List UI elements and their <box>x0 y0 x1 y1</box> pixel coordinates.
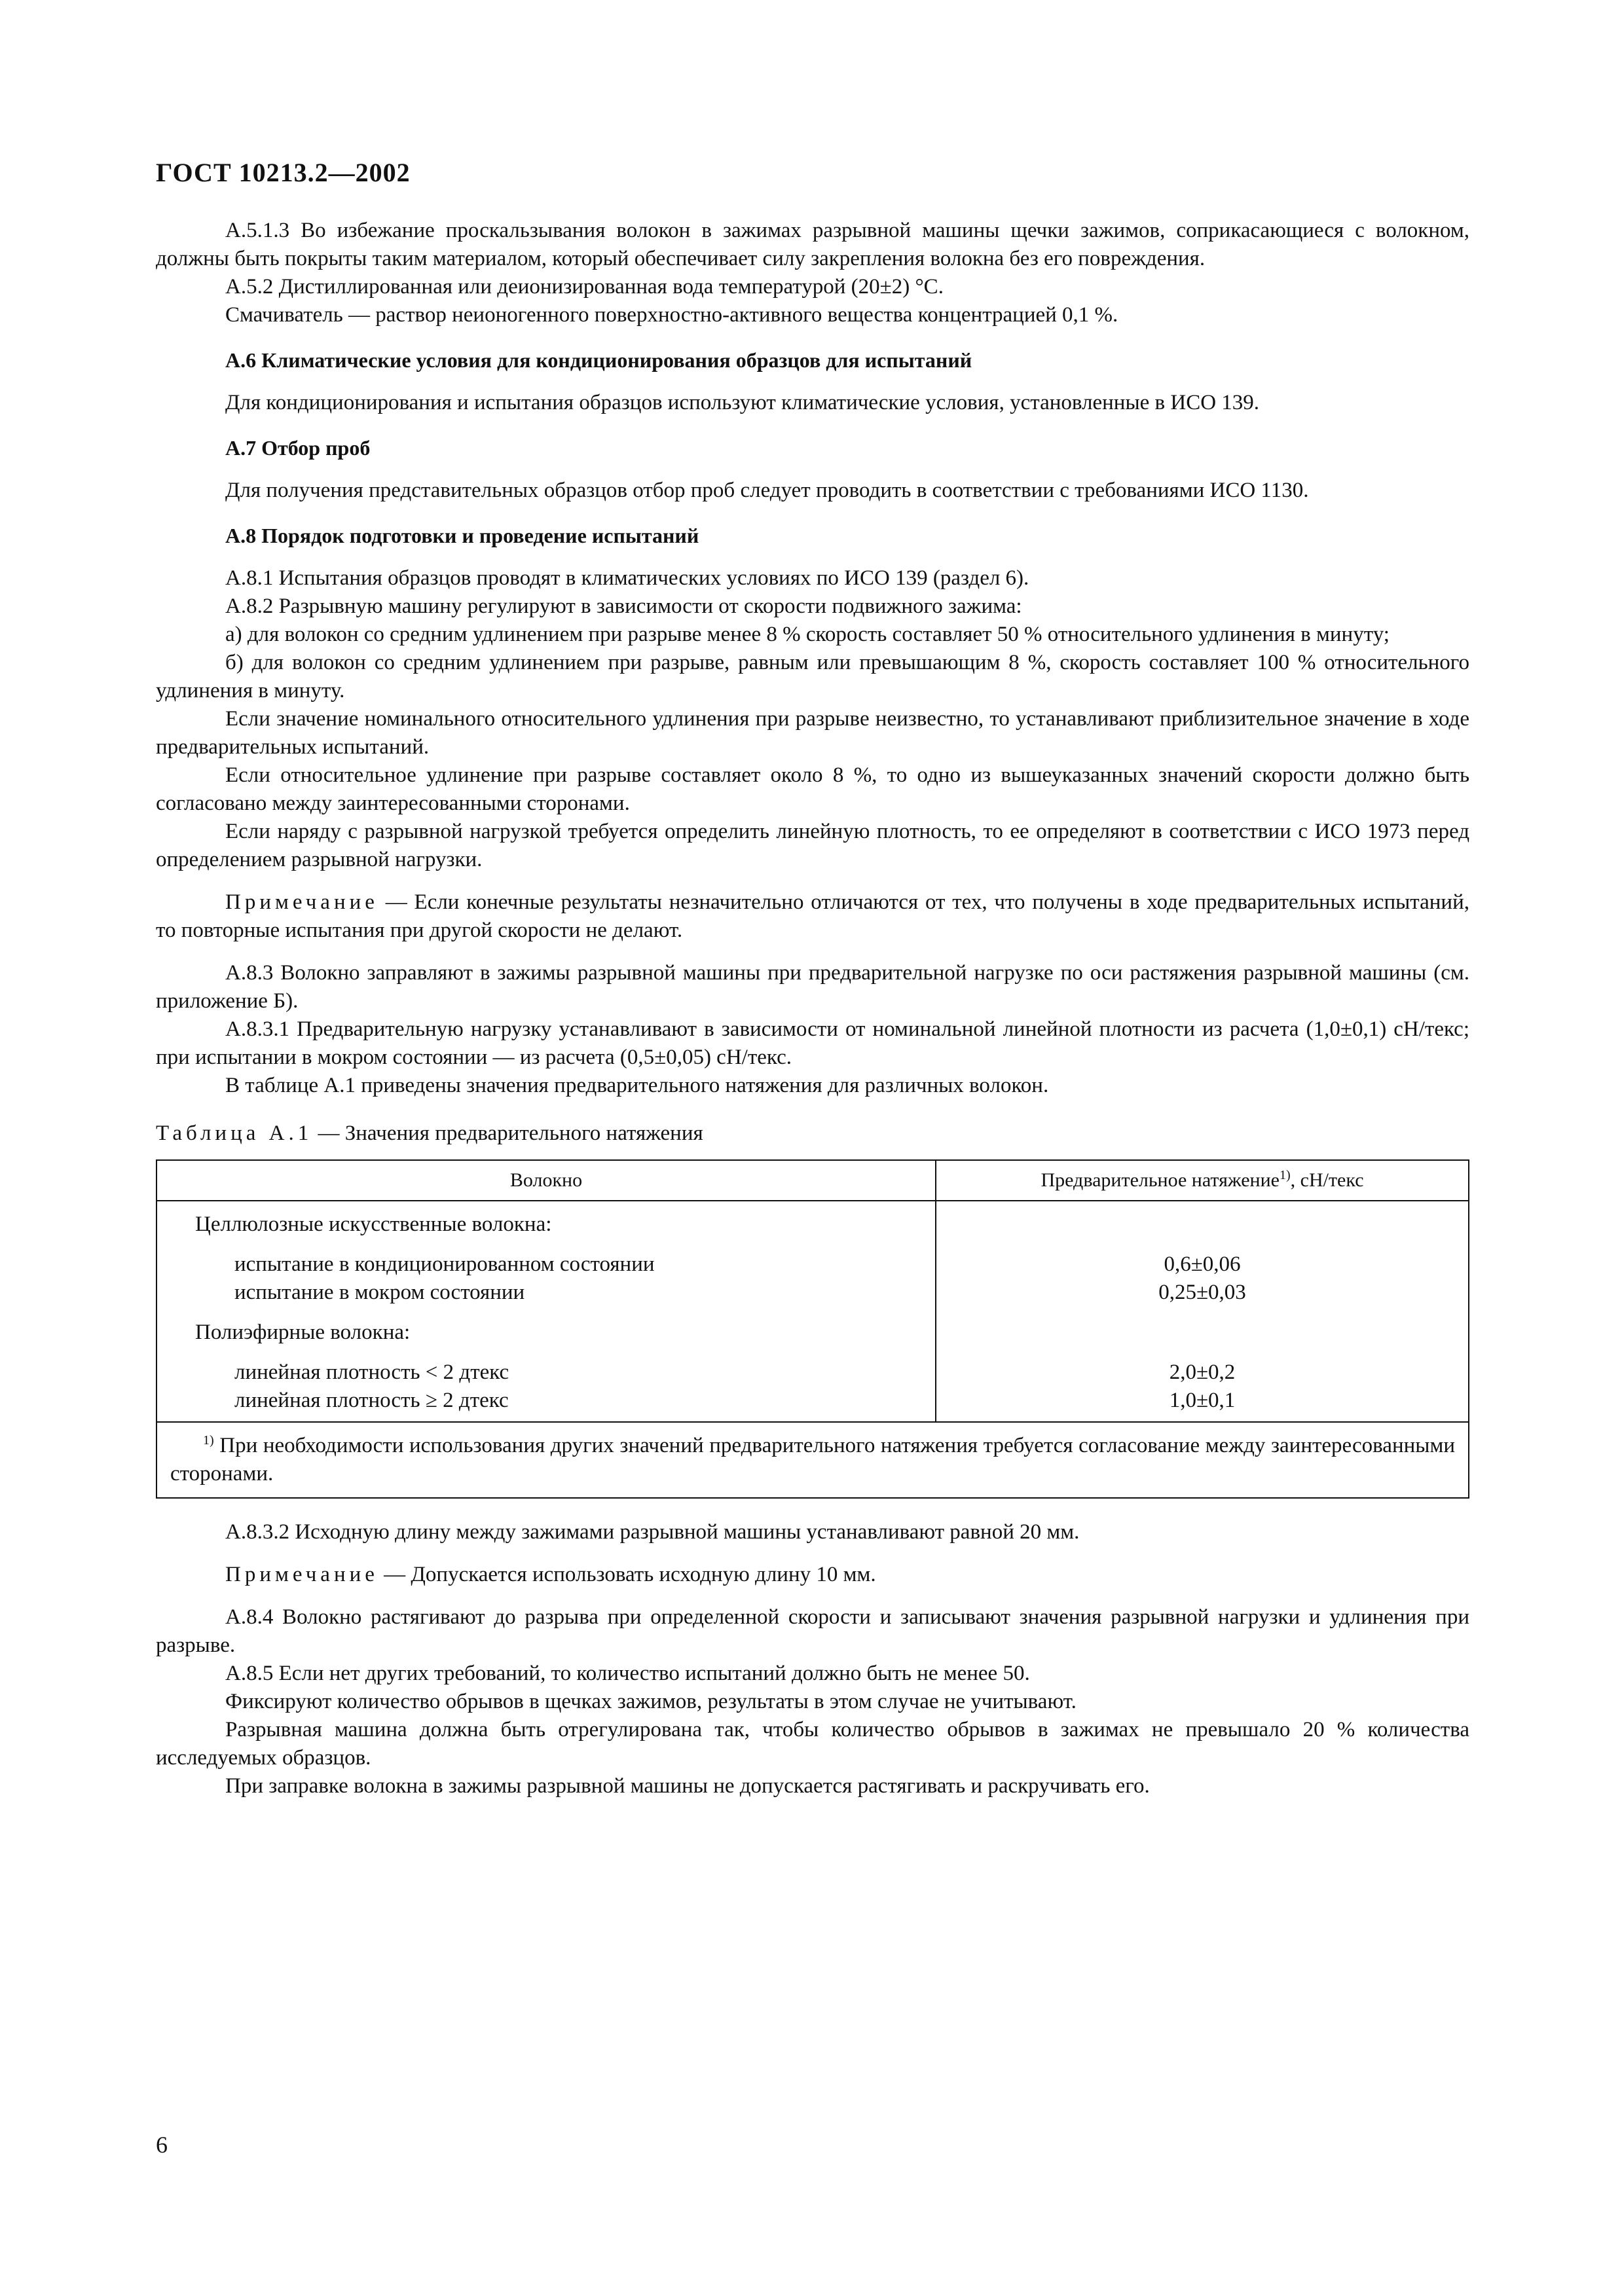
group-title: Целлюлозные искусственные волокна: <box>195 1212 552 1236</box>
note-1 <box>156 888 1469 945</box>
paragraph-a82: А.8.2 Разрывную машину регулируют в зависимости от скорости подвижного зажима: <box>225 594 1022 618</box>
paragraph-a82-a: а) для волокон со средним удлинением при разрыве менее 8 % скорость составляет 50 % относительного удлинения в минуту; <box>225 623 1390 646</box>
paragraph-a831: А.8.3.1 Предварительную нагрузку устанавливают в зависимости от номинальной линейной плотности из расчета (1,0±0,1) сН/текс; при испытании в мокром состоянии — из расчета (0,5±0,05) сН/текс. <box>156 1017 1469 1069</box>
table-row-value: 1,0±0,1 <box>1169 1389 1236 1412</box>
paragraph-a52: А.5.2 Дистиллированная или деионизированная вода температурой (20±2) °С. <box>225 275 944 299</box>
table-caption <box>156 1120 1469 1148</box>
section-a8-title: А.8 Порядок подготовки и проведение испытаний <box>225 524 699 547</box>
group-cellulose <box>195 1211 922 1307</box>
paragraph-machine-adjust: Разрывная машина должна быть отрегулирована так, чтобы количество обрывов в зажимах не превышало 20 % количества исследуемых образцов. <box>156 1718 1469 1770</box>
paragraph-unknown-elongation: Если значение номинального относительного удлинения при разрыве неизвестно, то устанавливают приблизительное значение в ходе предварительных испытаний. <box>156 707 1469 759</box>
paragraph-a81: А.8.1 Испытания образцов проводят в климатических условиях по ИСО 139 (раздел 6). <box>225 566 1029 590</box>
table-row-value: 0,6±0,06 <box>1164 1252 1241 1276</box>
section-a7-title: А.7 Отбор проб <box>225 436 371 460</box>
paragraph-breaks: Фиксируют количество обрывов в щечках зажимов, результаты в этом случае не учитывают. <box>225 1690 1077 1713</box>
note-2-text: — Допускается использовать исходную длину 10 мм. <box>378 1563 876 1586</box>
document-page <box>156 157 1469 1800</box>
paragraph-a513: А.5.1.3 Во избежание проскальзывания волокон в зажимах разрывной машины щечки зажимов, соприкасающиеся с волокном, должны быть покрыты таким материалом, который обеспечивает силу закрепления волокна без его повреждения. <box>156 219 1469 270</box>
paragraph-about-8-percent: Если относительное удлинение при разрыве составляет около 8 %, то одно из вышеуказанных значений скорости должно быть согласовано между заинтересованными сторонами. <box>156 763 1469 815</box>
group-polyester-values <box>949 1319 1455 1415</box>
table-header-fiber: Волокно <box>157 1160 936 1201</box>
table-row-label: испытание в мокром состоянии <box>234 1281 525 1304</box>
table-row-label: линейная плотность ≥ 2 дтекс <box>234 1389 509 1412</box>
paragraph-threading: При заправке волокна в зажимы разрывной машины не допускается растягивать и раскручивать его. <box>225 1774 1150 1798</box>
table-header-unit: , сН/текс <box>1290 1169 1364 1191</box>
table-row-label: испытание в кондиционированном состоянии <box>234 1252 655 1276</box>
table-fiber-column <box>157 1201 936 1422</box>
group-title: Полиэфирные волокна: <box>195 1321 411 1344</box>
note-2-label: Примечание <box>225 1563 378 1586</box>
table-row-value: 2,0±0,2 <box>1169 1360 1236 1384</box>
pretension-table <box>156 1159 1469 1499</box>
table-caption-text: — Значения предварительного натяжения <box>312 1121 703 1145</box>
page-number: 6 <box>156 2132 168 2158</box>
spacer <box>949 1319 1455 1358</box>
note-2 <box>156 1561 1469 1589</box>
paragraph-linear-density: Если наряду с разрывной нагрузкой требуется определить линейную плотность, то ее определяют в соответствии с ИСО 1973 перед определением разрывной нагрузки. <box>156 820 1469 871</box>
paragraph-table-ref: В таблице А.1 приведены значения предварительного натяжения для различных волокон. <box>225 1074 1049 1097</box>
group-cellulose-values <box>949 1211 1455 1307</box>
table-header-pretension <box>936 1160 1469 1201</box>
paragraph-a83: А.8.3 Волокно заправляют в зажимы разрывной машины при предварительной нагрузке по оси растяжения разрывной машины (см. приложение Б). <box>156 961 1469 1013</box>
note-1-text: — Если конечные результаты незначительно отличаются от тех, что получены в ходе предварительных испытаний, то повторные испытания при другой скорости не делают. <box>156 890 1469 942</box>
footnote-text: При необходимости использования других значений предварительного натяжения требуется согласование между заинтересованными сторонами. <box>170 1434 1455 1485</box>
footnote-mark: 1) <box>203 1433 214 1448</box>
paragraph-a85: А.8.5 Если нет других требований, то количество испытаний должно быть не менее 50. <box>225 1662 1030 1685</box>
table-row-label: линейная плотность < 2 дтекс <box>234 1360 509 1384</box>
paragraph-a82-b: б) для волокон со средним удлинением при разрыве, равным или превышающим 8 %, скорость составляет 100 % относительного удлинения в минуту. <box>156 651 1469 702</box>
section-a7-text: Для получения представительных образцов отбор проб следует проводить в соответствии с требованиями ИСО 1130. <box>225 479 1309 502</box>
group-polyester <box>195 1319 922 1415</box>
document-header: ГОСТ 10213.2—2002 <box>156 158 411 187</box>
table-value-column <box>936 1201 1469 1422</box>
paragraph-a84: А.8.4 Волокно растягивают до разрыва при определенной скорости и записывают значения разрывной нагрузки и удлинения при разрыве. <box>156 1605 1469 1657</box>
table-header-pretension-text: Предварительное натяжение <box>1041 1169 1280 1191</box>
section-a6-title: А.6 Климатические условия для кондиционирования образцов для испытаний <box>225 348 972 372</box>
table-row-value: 0,25±0,03 <box>1158 1281 1246 1304</box>
table-caption-label: Таблица А.1 <box>156 1121 313 1145</box>
note-1-label: Примечание <box>225 890 378 914</box>
paragraph-a832: А.8.3.2 Исходную длину между зажимами разрывной машины устанавливают равной 20 мм. <box>225 1520 1080 1544</box>
table-header-footnote-mark: 1) <box>1279 1168 1291 1182</box>
table-footnote <box>157 1422 1469 1498</box>
section-a6-text: Для кондиционирования и испытания образцов используют климатические условия, установленные в ИСО 139. <box>225 391 1260 414</box>
spacer <box>949 1211 1455 1250</box>
paragraph-wetting-agent: Смачиватель — раствор неионогенного поверхностно-активного вещества концентрацией 0,1 %. <box>225 303 1118 327</box>
